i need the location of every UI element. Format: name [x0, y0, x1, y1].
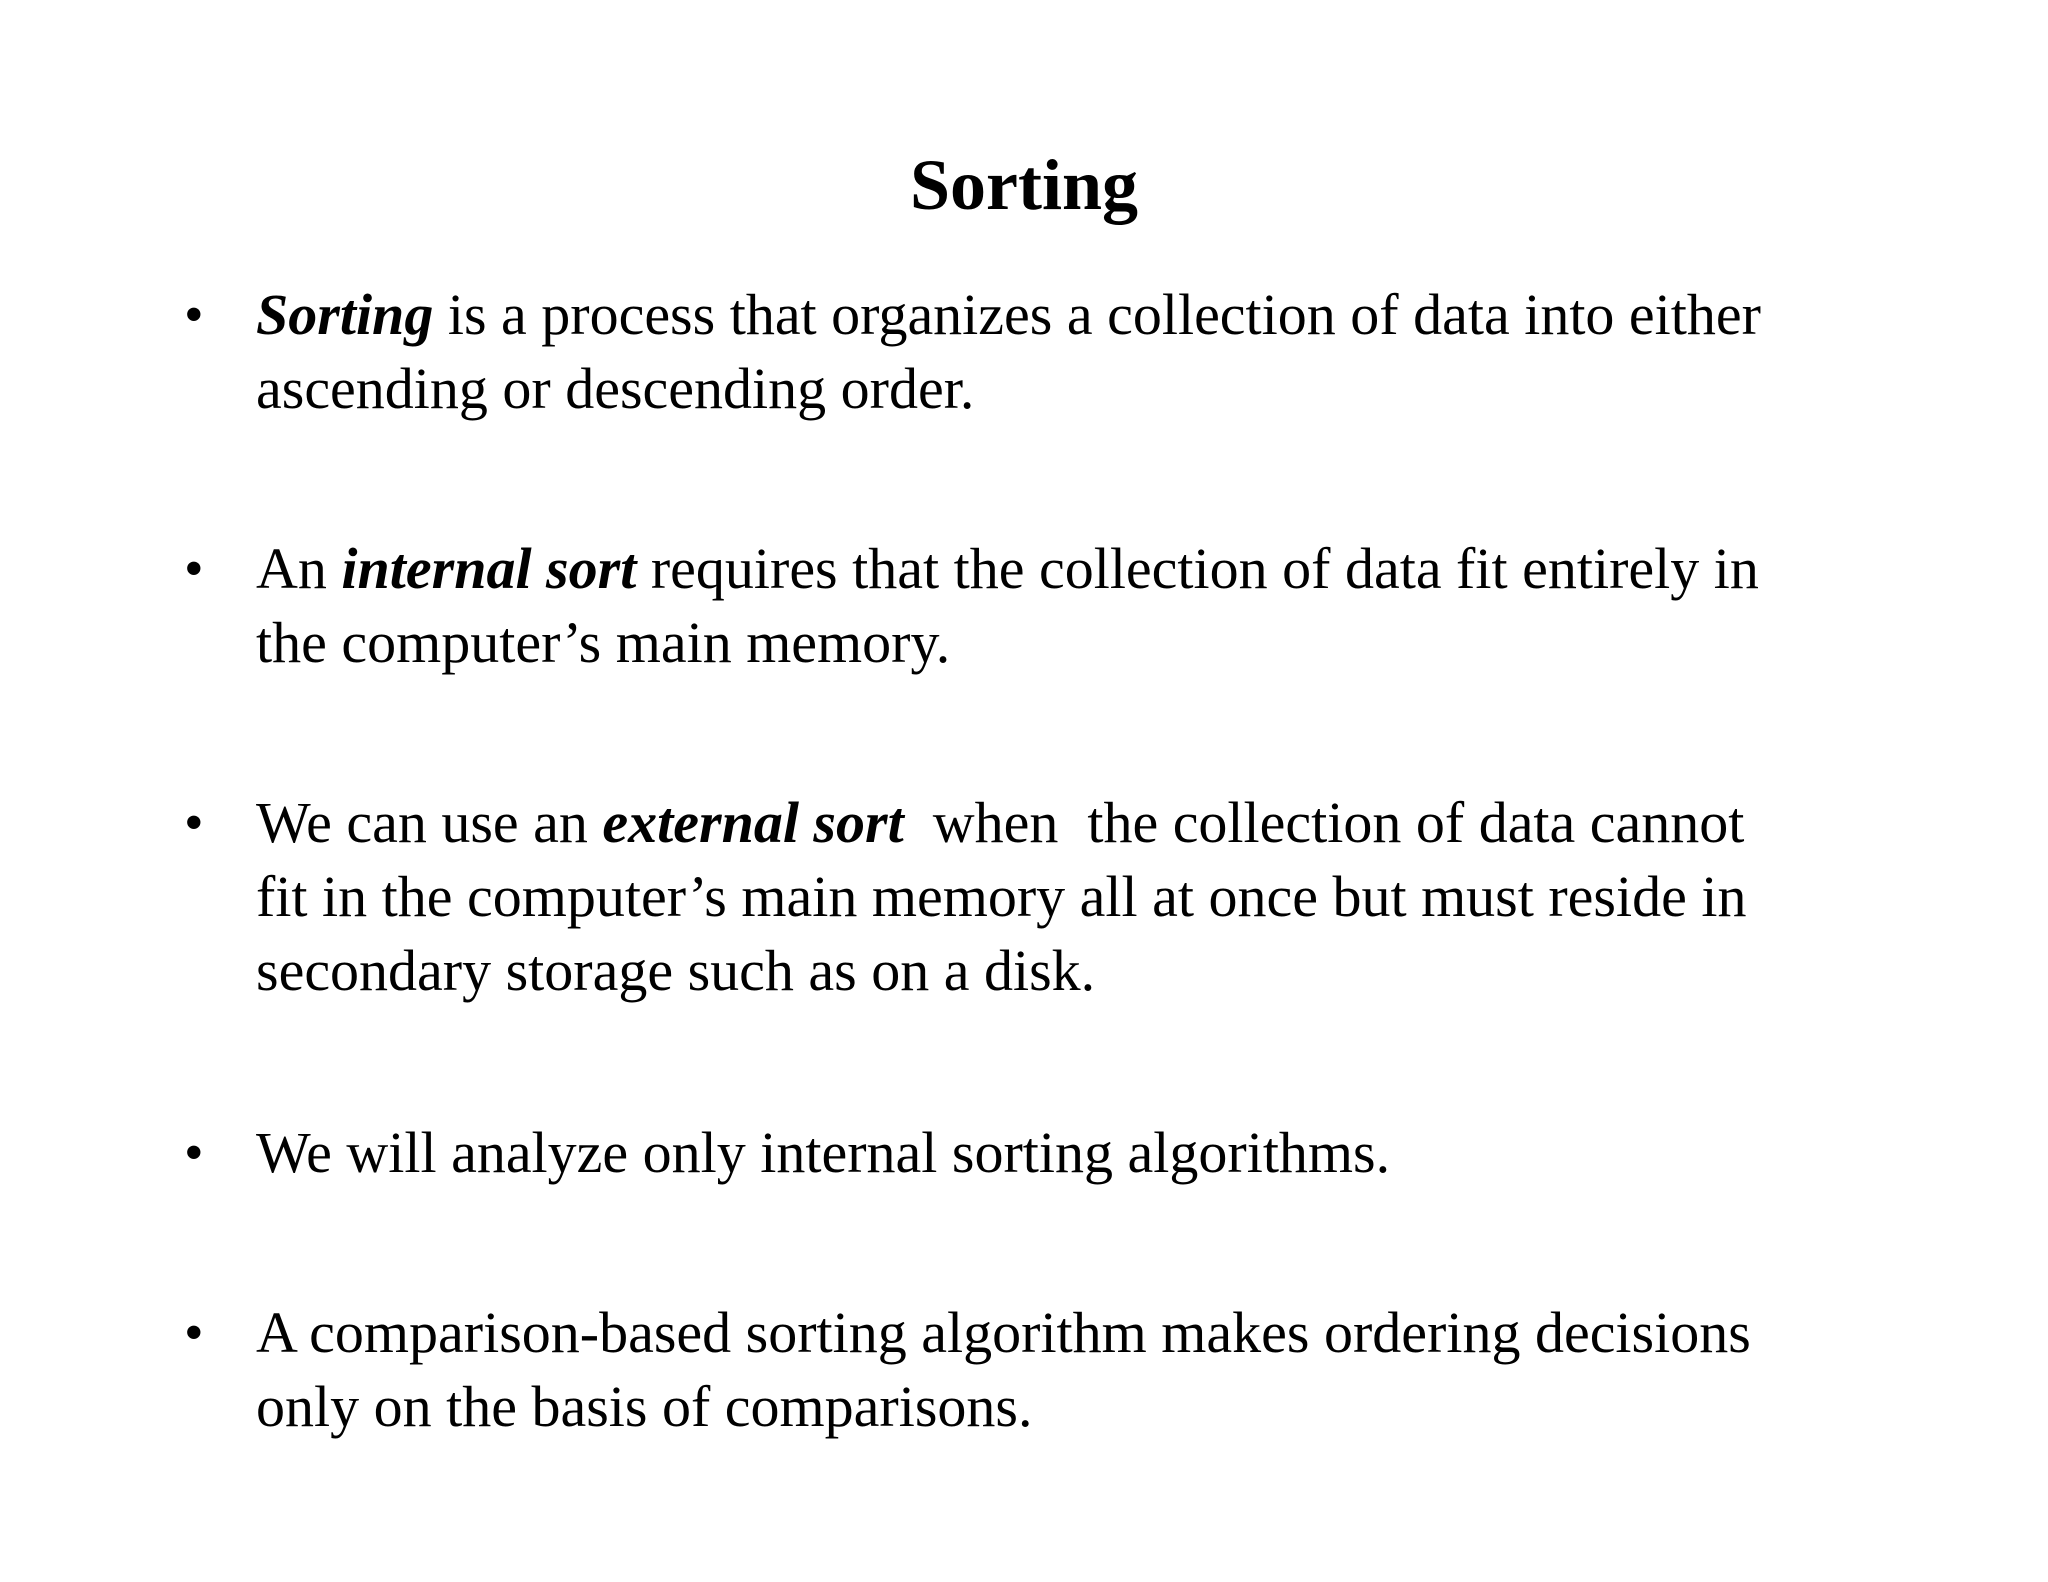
bullet-marker: • [184, 538, 204, 600]
bullet-line: only on the basis of comparisons. [256, 1374, 1033, 1439]
bullet-line [256, 532, 1896, 606]
bullet-line: A comparison-based sorting algorithm makes ordering decisions [256, 1300, 1751, 1365]
term-external-sort: external sort [602, 790, 904, 855]
term-sorting: Sorting [256, 282, 434, 347]
bullet-marker: • [184, 792, 204, 854]
bullet-text [256, 278, 1896, 426]
bullet-line-text: requires that the collection of data fit entirely in [636, 536, 1759, 601]
bullet-marker: • [184, 1122, 204, 1184]
bullet-line-text: We can use an [256, 790, 603, 855]
bullet-marker: • [184, 284, 204, 346]
term-internal-sort: internal sort [341, 536, 637, 601]
bullet-text [256, 1116, 1896, 1190]
bullet-line: ascending or descending order. [256, 356, 975, 421]
bullet-marker: • [184, 1302, 204, 1364]
slide-title: Sorting [909, 145, 1139, 225]
bullet-line [256, 786, 1896, 860]
bullet-text [256, 532, 1896, 680]
bullet-line-text: when the collection of data cannot [903, 790, 1745, 855]
bullet-line [256, 278, 1896, 352]
bullet-text [256, 786, 1896, 1008]
bullet-line-text: An [256, 536, 342, 601]
bullet-text [256, 1296, 1896, 1444]
bullet-line: We will analyze only internal sorting algorithms. [256, 1120, 1391, 1185]
bullet-line: fit in the computer’s main memory all at once but must reside in [256, 864, 1747, 929]
bullet-line: the computer’s main memory. [256, 610, 951, 675]
bullet-line-text: is a process that organizes a collection of data into either [433, 282, 1761, 347]
bullet-line: secondary storage such as on a disk. [256, 938, 1096, 1003]
